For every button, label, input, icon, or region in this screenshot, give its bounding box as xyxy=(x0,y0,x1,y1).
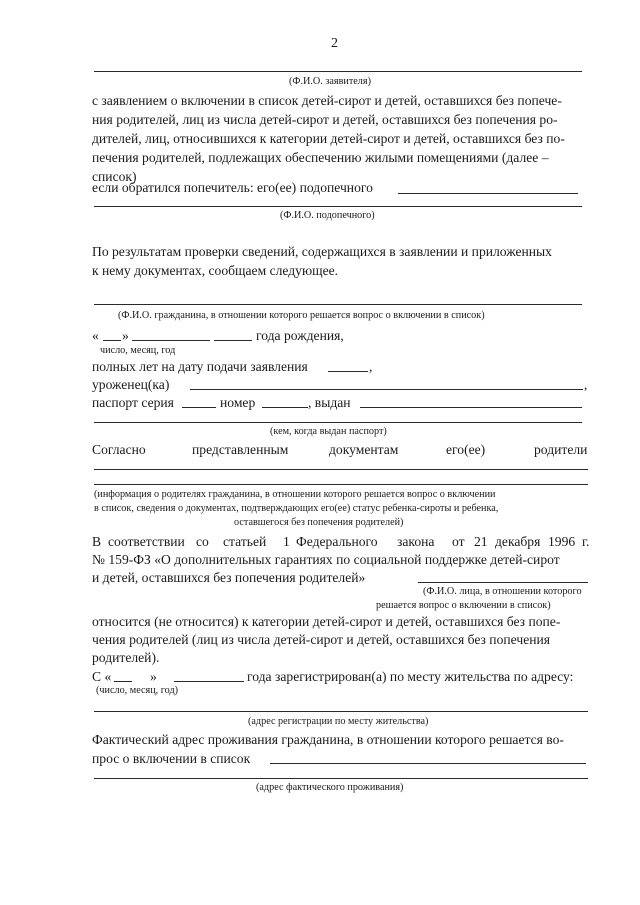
registration-month-year-field xyxy=(174,681,244,682)
passport-issued-field xyxy=(360,407,582,408)
category-text-line-2: чения родителей (лиц из числа детей-сирот и детей, оставшихся без попечения xyxy=(92,632,551,647)
application-text-line-3: дителей, лиц, относившихся к категории детей-сирот и детей, оставшихся без по- xyxy=(92,131,565,146)
native-label: уроженец(ка) xyxy=(92,377,170,392)
category-text-line-3: родителей). xyxy=(92,650,160,665)
law-caption-line-2: решается вопрос о включении в список) xyxy=(376,600,551,611)
native-field xyxy=(190,389,583,390)
law-word-1: В xyxy=(92,534,102,549)
registration-prefix: С « xyxy=(92,669,112,684)
law-word-2: соответствии xyxy=(108,534,185,549)
passport-number-label: номер xyxy=(220,395,256,410)
actual-address-text-line-2: прос о включении в список xyxy=(92,751,251,766)
law-word-8: от xyxy=(452,534,465,549)
birth-year-field xyxy=(214,340,252,341)
parents-info-line-2 xyxy=(94,484,588,485)
registration-date-caption: (число, месяц, год) xyxy=(96,685,179,696)
birth-date-caption: число, месяц, год xyxy=(100,345,176,356)
applicant-name-line xyxy=(94,71,582,72)
law-word-9: 21 xyxy=(474,534,488,549)
actual-address-line xyxy=(94,778,588,779)
registration-address-caption: (адрес регистрации по месту жительства) xyxy=(248,716,429,727)
parents-word-1: Согласно xyxy=(92,442,146,457)
actual-address-text-line-1: Фактический адрес проживания гражданина, в отношении которого решается во- xyxy=(92,732,564,747)
parents-caption-line-3: оставшегося без попечения родителей) xyxy=(234,517,404,528)
passport-issued-label: , выдан xyxy=(308,395,351,410)
ward-name-field xyxy=(398,193,578,194)
parents-word-2: представленным xyxy=(192,442,289,457)
ward-name-line xyxy=(94,206,582,207)
native-comma: , xyxy=(584,377,588,392)
passport-caption: (кем, когда выдан паспорт) xyxy=(270,426,387,437)
parents-word-4: его(ее) xyxy=(446,442,486,457)
passport-series-field xyxy=(182,407,216,408)
parents-word-3: документам xyxy=(329,442,399,457)
registration-close-quote: » xyxy=(150,669,157,684)
age-field xyxy=(328,371,368,372)
passport-issuer-line xyxy=(94,422,582,423)
registration-label: года зарегистрирован(а) по месту жительства по адресу: xyxy=(247,669,574,684)
age-label: полных лет на дату подачи заявления xyxy=(92,359,308,374)
birth-month-field xyxy=(132,340,210,341)
parents-word-5: родители xyxy=(534,442,588,457)
birth-open-quote: « xyxy=(92,328,99,343)
passport-series-label: паспорт серия xyxy=(92,395,174,410)
application-text-line-2: ния родителей, лиц из числа детей-сирот и детей, оставшихся без попечения ро- xyxy=(92,112,558,127)
application-text-line-5: список) xyxy=(92,169,137,184)
law-word-3: со xyxy=(196,534,209,549)
parents-caption-line-1: (информация о родителях гражданина, в отношении которого решается вопрос о включении xyxy=(94,489,496,500)
parents-caption-line-2: в список, сведения о документах, подтверждающих его(ее) статус ребенка-сироты и ребенка, xyxy=(94,503,499,514)
citizen-name-line xyxy=(94,304,582,305)
registration-address-line xyxy=(94,711,588,712)
birth-year-label: года рождения, xyxy=(256,328,344,343)
law-person-field xyxy=(418,582,588,583)
age-comma: , xyxy=(369,359,373,374)
review-text-line-1: По результатам проверки сведений, содержащихся в заявлении и приложенных xyxy=(92,244,552,259)
applicant-caption: (Ф.И.О. заявителя) xyxy=(289,76,371,87)
page-number: 2 xyxy=(331,36,338,51)
citizen-caption: (Ф.И.О. гражданина, в отношении которого решается вопрос о включении в список) xyxy=(118,310,485,321)
law-caption-line-1: (Ф.И.О. лица, в отношении которого xyxy=(423,586,582,597)
law-word-5: 1 xyxy=(283,534,290,549)
law-word-12: г. xyxy=(582,534,590,549)
law-word-7: закона xyxy=(397,534,435,549)
parents-info-line-1 xyxy=(94,469,588,470)
ward-caption: (Ф.И.О. подопечного) xyxy=(280,210,375,221)
category-text-line-1: относится (не относится) к категории детей-сирот и детей, оставшихся без попе- xyxy=(92,614,561,629)
birth-day-field xyxy=(103,340,121,341)
law-word-6: Федерального xyxy=(296,534,378,549)
passport-number-field xyxy=(262,407,308,408)
review-text-line-2: к нему документах, сообщаем следующее. xyxy=(92,263,339,278)
application-text-line-4: печения родителей, подлежащих обеспечению жилыми помещениями (далее – xyxy=(92,150,549,165)
registration-day-field xyxy=(114,681,132,682)
law-word-11: 1996 xyxy=(548,534,576,549)
actual-address-field xyxy=(270,763,586,764)
law-word-4: статьей xyxy=(223,534,267,549)
guardian-label: если обратился попечитель: его(ее) подопечного xyxy=(92,180,373,195)
law-text-line-2: № 159-ФЗ «О дополнительных гарантиях по социальной поддержке детей-сирот xyxy=(92,552,560,567)
actual-address-caption: (адрес фактического проживания) xyxy=(256,782,404,793)
law-text-line-3: и детей, оставшихся без попечения родителей» xyxy=(92,570,366,585)
law-word-10: декабря xyxy=(495,534,541,549)
application-text-line-1: с заявлением о включении в список детей-сирот и детей, оставшихся без попече- xyxy=(92,93,562,108)
birth-close-quote: » xyxy=(122,328,129,343)
